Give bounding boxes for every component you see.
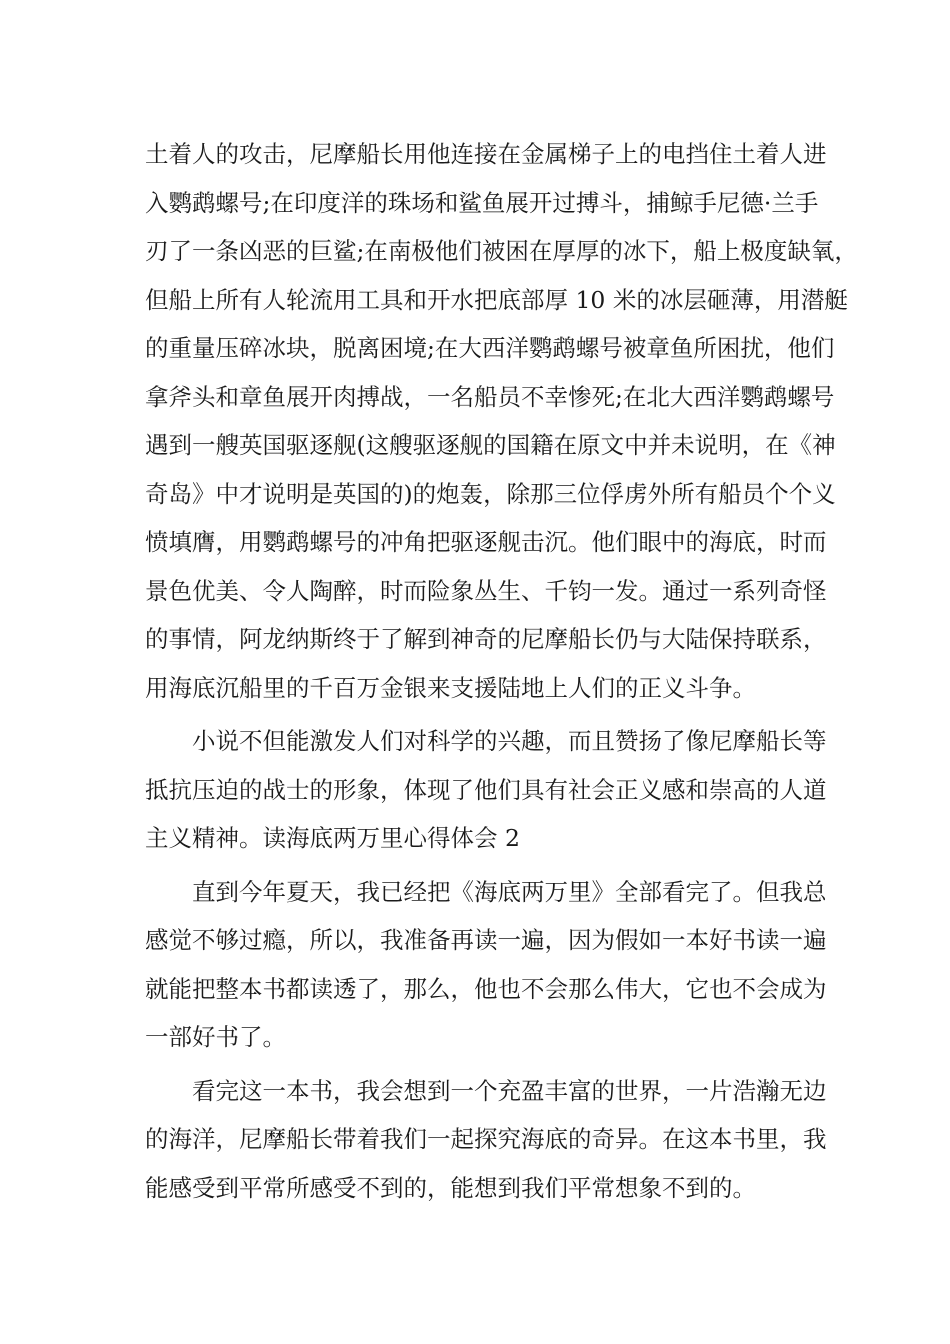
text-line: 遇到一艘英国驱逐舰(这艘驱逐舰的国籍在原文中并未说明，在《神 <box>145 431 836 459</box>
text-line: 一部好书了。 <box>145 1023 286 1051</box>
text-line: 入鹦鹉螺号;在印度洋的珠场和鲨鱼展开过搏斗，捕鲸手尼德·兰手 <box>145 188 819 217</box>
text-line: 能感受到平常所感受不到的，能想到我们平常想象不到的。 <box>145 1173 756 1202</box>
text-line: 主义精神。读海底两万里心得体会 2 <box>145 824 520 852</box>
text-line: 奇岛》中才说明是英国的)的炮轰，除那三位俘虏外所有船员个个义 <box>145 479 836 508</box>
paragraph-4 <box>145 1067 830 1213</box>
text-line: 感觉不够过瘾，所以，我准备再读一遍，因为假如一本好书读一遍 <box>145 926 827 954</box>
text-line-indented: 看完这一本书，我会想到一个充盈丰富的世界，一片浩瀚无边 <box>192 1076 827 1105</box>
text-line: 景色优美、令人陶醉，时而险象丛生、千钧一发。通过一系列奇怪 <box>145 576 827 605</box>
text-line-indented: 直到今年夏天，我已经把《海底两万里》全部看完了。但我总 <box>192 877 827 906</box>
document-body <box>145 130 858 1212</box>
text-line: 愤填膺，用鹦鹉螺号的冲角把驱逐舰击沉。他们眼中的海底，时而 <box>145 528 827 556</box>
paragraph-2 <box>145 717 830 863</box>
text-line: 的海洋，尼摩船长带着我们一起探究海底的奇异。在这本书里，我 <box>145 1125 827 1153</box>
text-line: 的事情，阿龙纳斯终于了解到神奇的尼摩船长仍与大陆保持联系， <box>145 625 827 653</box>
paragraph-3 <box>145 868 830 1062</box>
text-line: 用海底沉船里的千百万金银来支援陆地上人们的正义斗争。 <box>145 673 756 702</box>
text-line: 抵抗压迫的战士的形象，体现了他们具有社会正义感和崇高的人道 <box>145 775 827 804</box>
text-line: 的重量压碎冰块，脱离困境;在大西洋鹦鹉螺号被章鱼所困扰，他们 <box>145 334 835 362</box>
text-line: 土着人的攻击，尼摩船长用他连接在金属梯子上的电挡住土着人进 <box>145 140 827 168</box>
text-line: 但船上所有人轮流用工具和开水把底部厚 10 米的冰层砸薄，用潜艇 <box>145 285 848 314</box>
text-line: 就能把整本书都读透了，那么，他也不会那么伟大，它也不会成为 <box>145 974 827 1003</box>
paragraph-1 <box>145 130 858 712</box>
text-line: 拿斧头和章鱼展开肉搏战，一名船员不幸惨死;在北大西洋鹦鹉螺号 <box>145 382 835 411</box>
text-line-indented: 小说不但能激发人们对科学的兴趣，而且赞扬了像尼摩船长等 <box>192 727 827 755</box>
text-line: 刃了一条凶恶的巨鲨;在南极他们被困在厚厚的冰下，船上极度缺氧， <box>145 237 858 265</box>
